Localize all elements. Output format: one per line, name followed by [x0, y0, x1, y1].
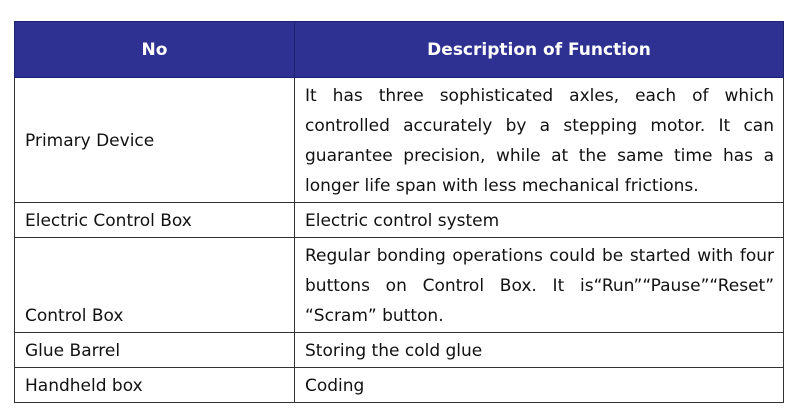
function-table [14, 21, 784, 403]
header-no: No [15, 22, 295, 78]
table-row-handheld-box [15, 368, 784, 403]
row-description: Electric control system [295, 203, 784, 238]
table-row-electric-control-box [15, 203, 784, 238]
table-row-glue-barrel [15, 333, 784, 368]
table-header-row [15, 22, 784, 78]
header-description: Description of Function [295, 22, 784, 78]
row-name: Glue Barrel [15, 333, 295, 368]
row-name: Control Box [15, 238, 295, 333]
row-description: Coding [295, 368, 784, 403]
row-description: Regular bonding operations could be started with four buttons on Control Box. It is“Run”“Pause”“Reset” “Scram” button. [295, 238, 784, 333]
row-description: Storing the cold glue [295, 333, 784, 368]
row-name: Primary Device [15, 78, 295, 203]
row-name: Electric Control Box [15, 203, 295, 238]
table-row-primary-device [15, 78, 784, 203]
table-row-control-box [15, 238, 784, 333]
row-name: Handheld box [15, 368, 295, 403]
row-description: It has three sophisticated axles, each of which controlled accurately by a stepping motor. It can guarantee precision, while at the same time has a longer life span with less mechanical frictions. [295, 78, 784, 203]
